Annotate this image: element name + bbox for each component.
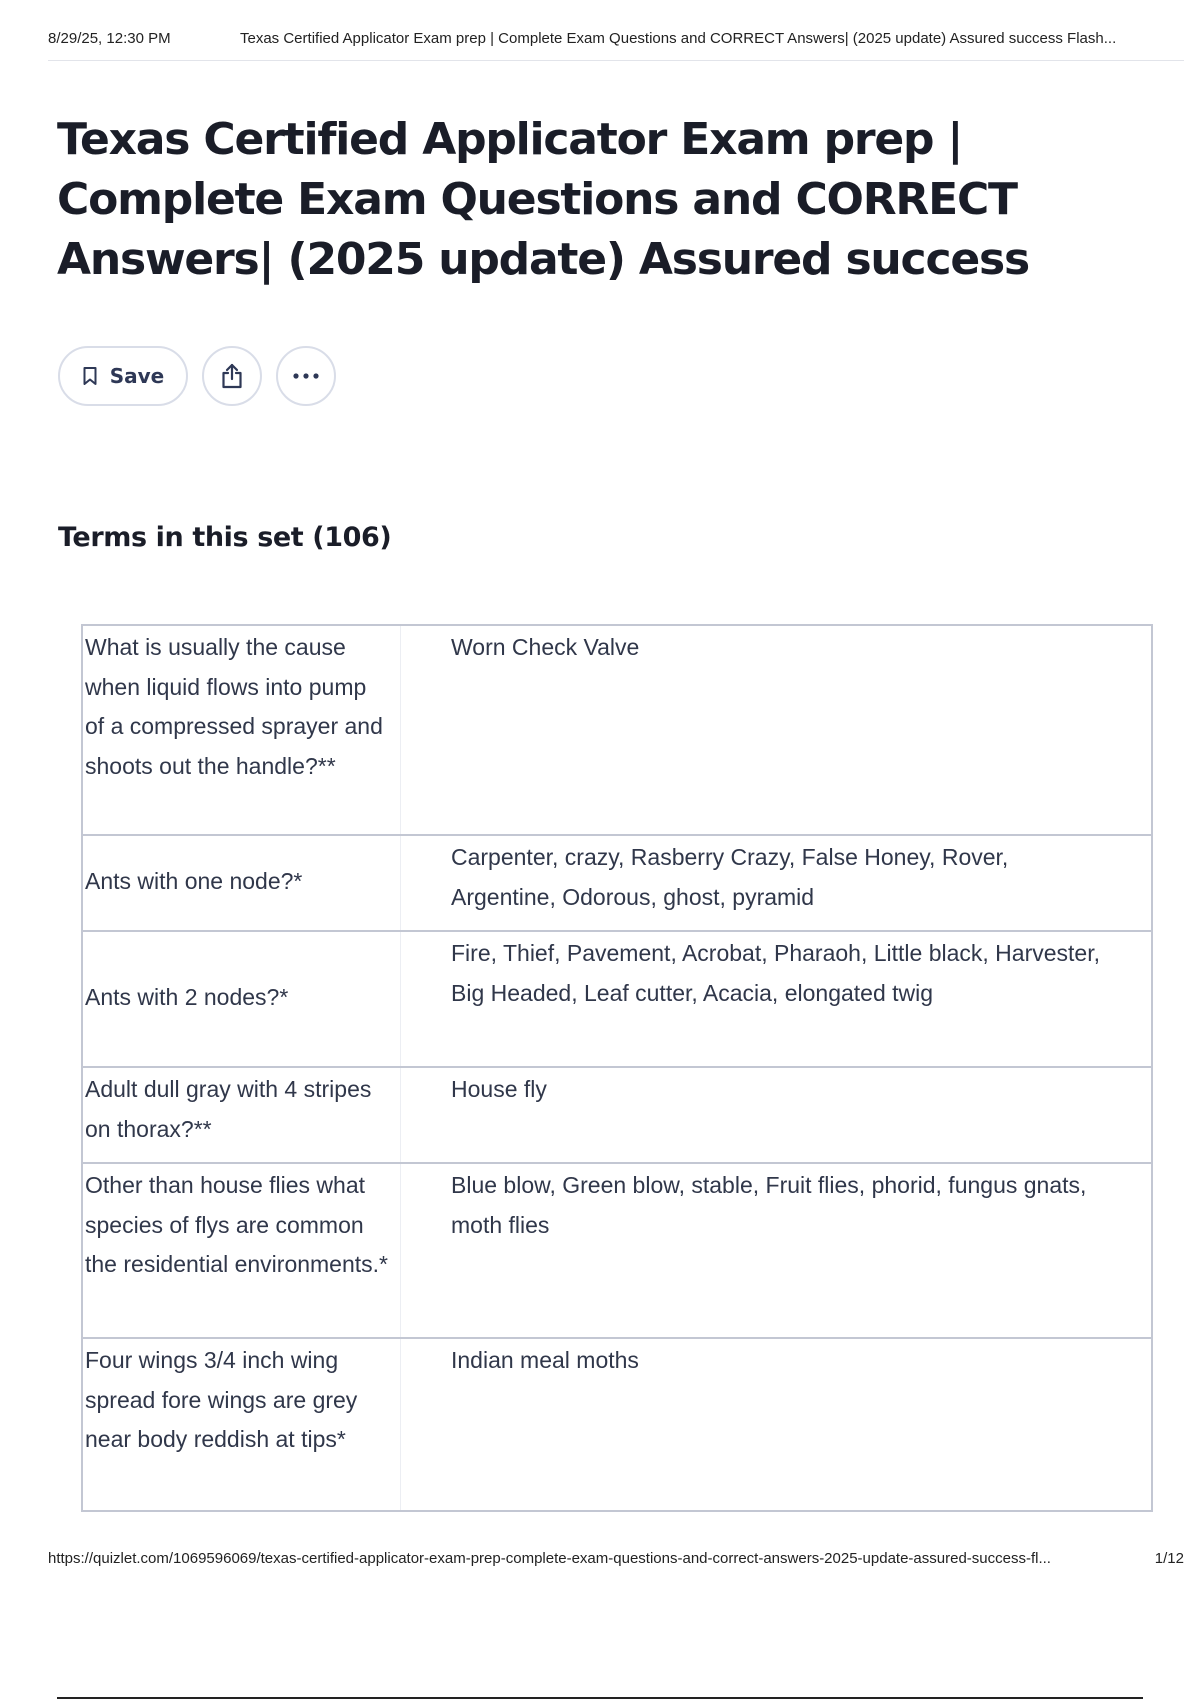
definition-text: Carpenter, crazy, Rasberry Crazy, False Honey, Rover, Argentine, Odorous, ghost, pyramid (451, 844, 1009, 910)
term-text: Ants with one node?* (83, 836, 401, 930)
term-text: Adult dull gray with 4 stripes on thorax?** (83, 1068, 401, 1162)
definition-text: Indian meal moths (451, 1347, 639, 1373)
print-url: https://quizlet.com/1069596069/texas-certified-applicator-exam-prep-complete-exam-questions-and-correct-answers-2025-update-assured-success-fl... (48, 1550, 1051, 1567)
definition-text: House fly (451, 1076, 547, 1102)
share-button[interactable] (202, 346, 262, 406)
more-options-button[interactable] (276, 346, 336, 406)
definition-text: Worn Check Valve (451, 634, 640, 660)
term-row (81, 834, 1153, 932)
print-footer (48, 1550, 1184, 1574)
print-header (48, 30, 1184, 61)
divider (57, 1697, 1143, 1699)
print-document-title: Texas Certified Applicator Exam prep | Complete Exam Questions and CORRECT Answers| (2025 update) Assured success Flash... (240, 30, 1117, 47)
page-title: Texas Certified Applicator Exam prep | Complete Exam Questions and CORRECT Answers| (2025 update) Assured success (57, 114, 1029, 285)
term-text: Ants with 2 nodes?* (83, 932, 401, 1066)
more-horizontal-icon (292, 372, 320, 380)
term-row (81, 930, 1153, 1068)
terms-heading: Terms in this set (106) (58, 522, 392, 553)
term-row (81, 1162, 1153, 1339)
print-datetime: 8/29/25, 12:30 PM (48, 30, 171, 47)
definition-text: Fire, Thief, Pavement, Acrobat, Pharaoh, Little black, Harvester, Big Headed, Leaf cutter, Acacia, elongated twig (451, 940, 1100, 1006)
action-bar (58, 346, 350, 406)
term-text: Other than house flies what species of flys are common the residential environments.* (83, 1164, 401, 1337)
save-button-label: Save (109, 364, 165, 388)
term-row (81, 624, 1153, 836)
term-row (81, 1337, 1153, 1512)
page-number: 1/12 (1154, 1550, 1184, 1567)
definition-text: Blue blow, Green blow, stable, Fruit flies, phorid, fungus gnats, moth flies (451, 1172, 1087, 1238)
term-text: What is usually the cause when liquid flows into pump of a compressed sprayer and shoots out the handle?** (83, 626, 401, 834)
terms-list (81, 624, 1153, 1512)
share-icon (219, 362, 245, 390)
save-button[interactable] (58, 346, 188, 406)
bookmark-icon (82, 366, 98, 386)
term-text: Four wings 3/4 inch wing spread fore wings are grey near body reddish at tips* (83, 1339, 401, 1510)
term-row (81, 1066, 1153, 1164)
